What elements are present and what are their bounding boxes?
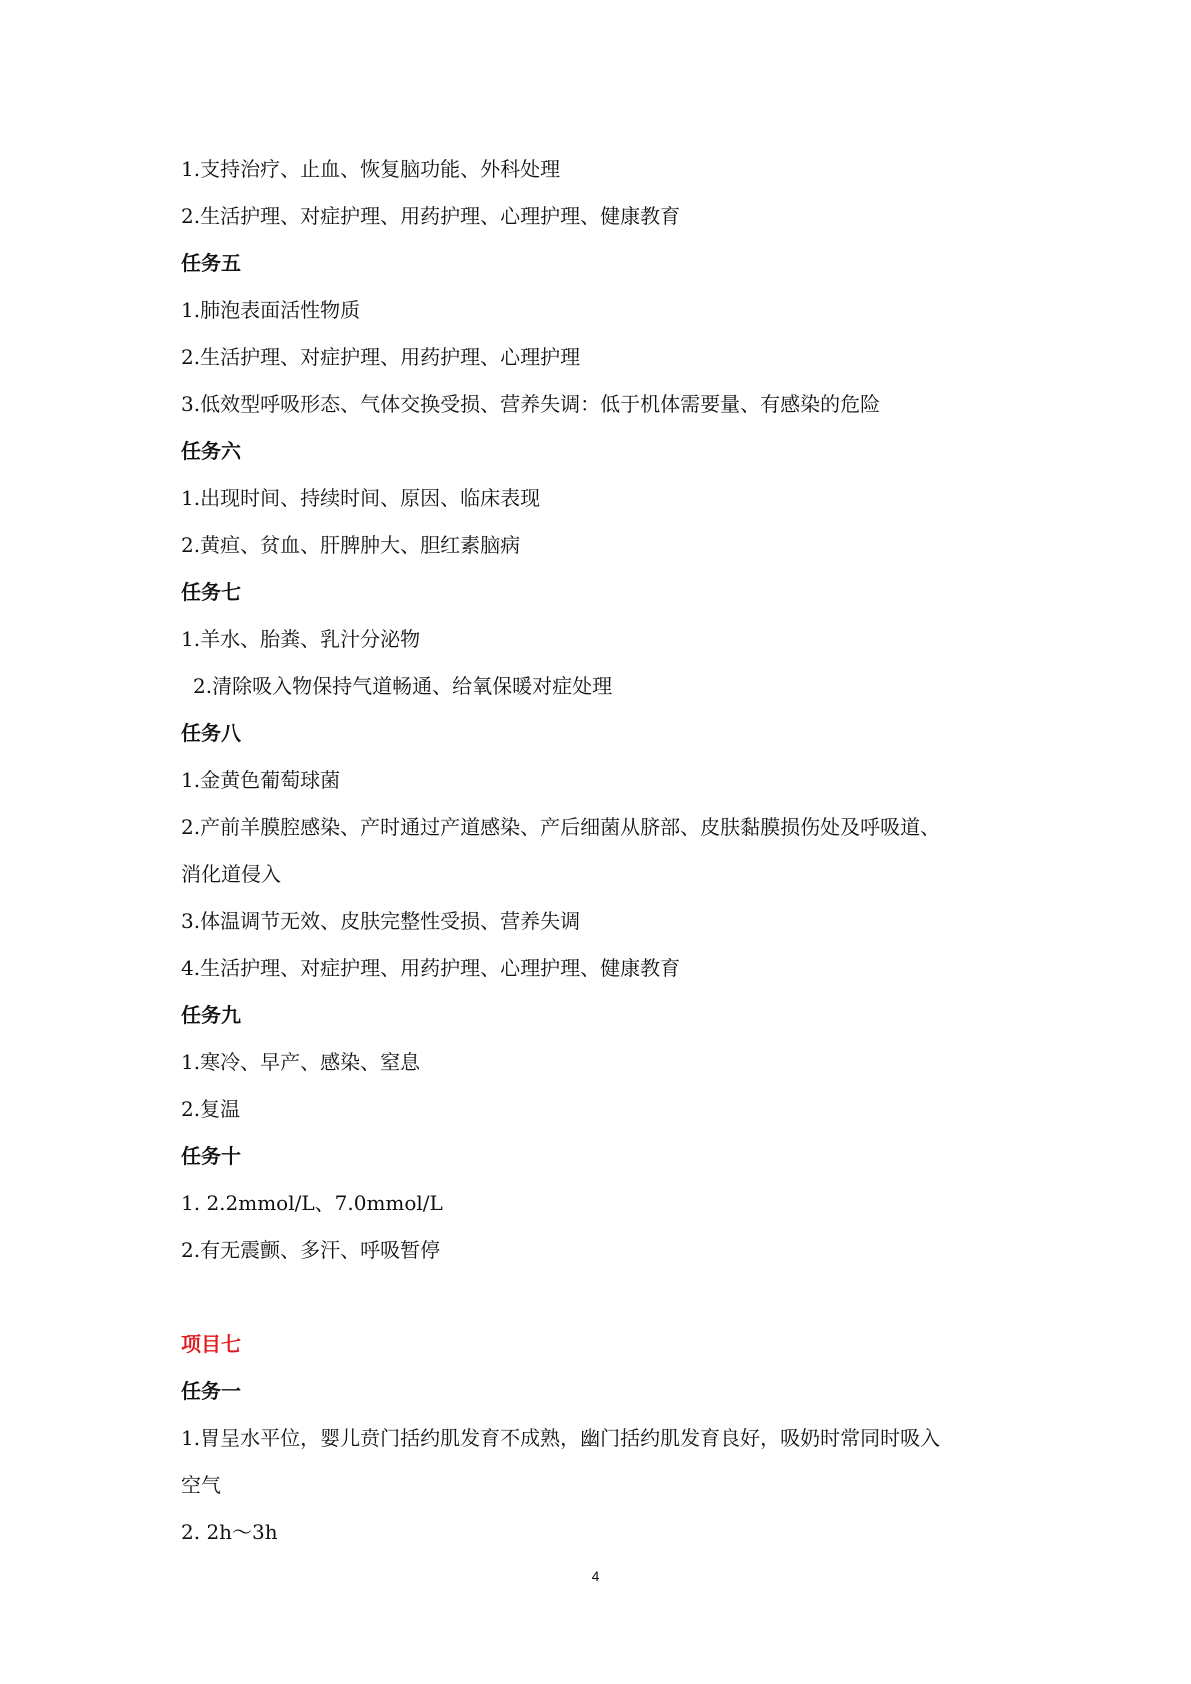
answer-line-continuation: 消化道侵入 xyxy=(181,862,281,886)
task-heading: 任务八 xyxy=(181,721,241,745)
answer-line: 3.体温调节无效、皮肤完整性受损、营养失调 xyxy=(181,909,581,933)
answer-line: 1. 2.2mmol/L、7.0mmol/L xyxy=(181,1191,443,1215)
answer-line: 1.胃呈水平位，婴儿贲门括约肌发育不成熟，幽门括约肌发育良好，吸奶时常同时吸入 xyxy=(181,1426,941,1450)
document-body xyxy=(181,146,1041,1556)
answer-line: 2.清除吸入物保持气道畅通、给氧保暖对症处理 xyxy=(193,674,613,698)
answer-line: 2.有无震颤、多汗、呼吸暂停 xyxy=(181,1238,441,1262)
answer-line-continuation: 空气 xyxy=(181,1473,221,1497)
answer-line: 2.产前羊膜腔感染、产时通过产道感染、产后细菌从脐部、皮肤黏膜损伤处及呼吸道、 xyxy=(181,815,941,839)
task-heading: 任务一 xyxy=(181,1379,241,1403)
task-heading: 任务十 xyxy=(181,1144,241,1168)
answer-line: 1.支持治疗、止血、恢复脑功能、外科处理 xyxy=(181,157,561,181)
answer-line: 2.复温 xyxy=(181,1097,241,1121)
answer-line: 4.生活护理、对症护理、用药护理、心理护理、健康教育 xyxy=(181,956,681,980)
answer-line: 1.肺泡表面活性物质 xyxy=(181,298,361,322)
answer-line: 1.羊水、胎粪、乳汁分泌物 xyxy=(181,627,421,651)
task-heading: 任务九 xyxy=(181,1003,241,1027)
task-heading: 任务六 xyxy=(181,439,241,463)
answer-line: 2.生活护理、对症护理、用药护理、心理护理 xyxy=(181,345,581,369)
answer-line: 2. 2h～3h xyxy=(181,1520,278,1544)
answer-line: 2.黄疸、贫血、肝脾肿大、胆红素脑病 xyxy=(181,533,521,557)
page-number: 4 xyxy=(591,1568,600,1584)
task-heading: 任务七 xyxy=(181,580,241,604)
task-heading: 任务五 xyxy=(181,251,241,275)
answer-line: 1.出现时间、持续时间、原因、临床表现 xyxy=(181,486,541,510)
answer-line: 3.低效型呼吸形态、气体交换受损、营养失调：低于机体需要量、有感染的危险 xyxy=(181,392,881,416)
answer-line: 1.金黄色葡萄球菌 xyxy=(181,768,341,792)
project-heading: 项目七 xyxy=(181,1332,241,1356)
answer-line: 1.寒冷、早产、感染、窒息 xyxy=(181,1050,421,1074)
answer-line: 2.生活护理、对症护理、用药护理、心理护理、健康教育 xyxy=(181,204,681,228)
